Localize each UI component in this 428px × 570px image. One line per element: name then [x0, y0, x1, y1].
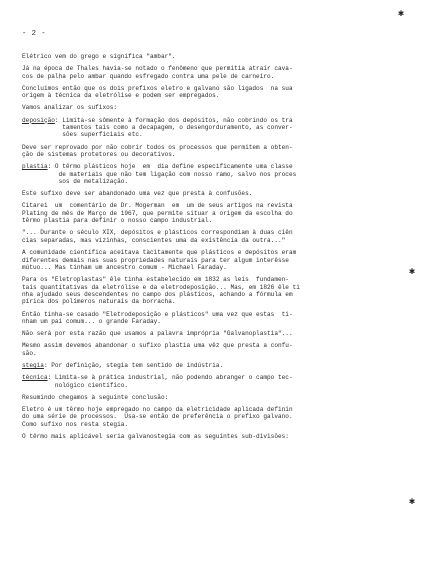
quotation: "... Durante o século XIX, depósitos e plásticos correspondiam à duas ciên cias separadas, mas vizinhas, conscientes uma da existência da outra...": [22, 229, 293, 244]
paragraph: Resumindo chegamos à seguinte conclusão:: [22, 393, 169, 401]
paragraph: O têrmo mais aplicável seria galvanostegia com as seguintes sub-divisões:: [22, 432, 289, 440]
defined-term: técnica: [22, 374, 48, 382]
paragraph: Então tinha-se casado "Eletrodeposição e plásticos" uma vez que estas ti- nham um pai comum... o grande Faraday.: [22, 310, 293, 325]
paragraph: Vamos analizar os sufixos:: [22, 104, 118, 112]
definition-deposicao: deposição: Limita-se sômente à formação dos depósitos, não cobrindo os tra tamentos tais como a decapagem, o desengorduramento, as conver- sões superficiais etc.: [22, 116, 293, 139]
paragraph: Não será por esta razão que usamos a palavra imprópria "Galvanoplastia"...: [22, 330, 293, 338]
paragraph: Elétrico vem do grego e significa "ambar".: [22, 53, 176, 60]
margin-asterisk-mark: ✱: [398, 9, 405, 20]
paragraph: Eletro é um têrmo hoje empregado no campo da eletricidade aplicada definin do uma série de processos. Usa-se então de preferência o prefixo galvano. Como sufixo nos resta stegia.: [22, 405, 293, 428]
defined-term: stegia: [22, 361, 44, 369]
paragraph: Deve ser reprovado por não cobrir todos os processos que permitem a obten- ção de sistemas protetores ou decorativos.: [22, 143, 293, 159]
margin-asterisk-mark: ✱: [409, 497, 416, 508]
paragraph: Mesmo assim devemos abandonar o sufixo plastia uma vêz que presta a confu- são.: [22, 342, 293, 357]
paragraph: Para os "Eletroplastas" êle tinha estabelecido em 1832 as leis fundamen- tais quantitativas da eletrólise e da eletrodeposição... Mas, em 1826 êle ti nha ajudado seus descendentes no campo dos plásticos, achando a fórmula em pírica dos polímeros naturais da borracha.: [22, 276, 300, 306]
document-body: [22, 53, 420, 440]
paragraph: A comunidade científica aceitava tàcitamente que plásticos e depósitos eram diferentes demais nas suas propriedades naturais para ter algum interêsse mútuo... Mas tinham um ancestro comum - Michael Faraday.: [22, 249, 297, 271]
definition-plastia: plastia: O têrmo plásticos hoje em dia define especificamente uma classe de materiais que não tem ligação com nosso ramo, salvo nos proces sos de metalização.: [22, 163, 297, 186]
page-number: - 2 -: [22, 30, 47, 38]
paragraph: Concluimos então que os dois prefixos eletro e galvano são ligados na sua origem à técnica da eletrólise e podem ser empregados.: [22, 84, 293, 100]
paragraph: Citarei um comentário de Dr. Mogerman em um de seus artigos na revista Plating de mês de Março de 1967, que permite situar a origem da escolha do têrmo plastia para definir o nosso campo industrial.: [22, 202, 293, 225]
paragraph: Já na época de Thales havia-se notado o fenômeno que permitia atrair cava- cos de palha pelo ambar quando esfregado contra uma pele de carneiro.: [22, 65, 293, 80]
margin-asterisk-mark: ✱: [409, 267, 416, 278]
paragraph: Este sufixo deve ser abandonado uma vez que presta à confusões.: [22, 190, 253, 198]
definition-stegia: stegia: Por definição, stegia tem sentido de indústria.: [22, 361, 224, 369]
definition-tecnica: técnica: Limita-se à prática industrial, não podendo abranger o campo tec- nológico científico.: [22, 374, 293, 389]
defined-term: plastia: [22, 163, 48, 171]
defined-term: deposição: [22, 116, 55, 124]
